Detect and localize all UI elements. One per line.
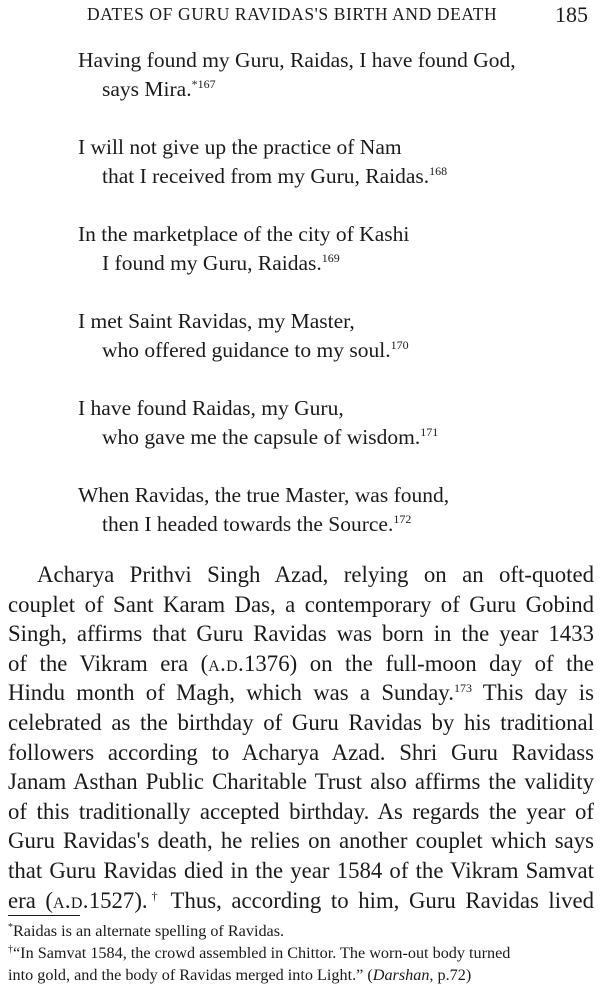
footnote-ref: 171 — [420, 425, 439, 439]
footnote-ref: 173 — [453, 681, 472, 696]
paragraph-line: Janam Asthan Public Charitable Trust also affirms the validity — [8, 769, 594, 795]
footnote-text: into gold, and the body of Ravidas merged into Light.” ( — [8, 966, 373, 984]
paragraph-line: Guru Ravidas's death, he relies on another couplet which says — [8, 828, 594, 854]
verse-line-indented — [78, 162, 578, 191]
paragraph-line — [8, 649, 594, 679]
footnote-ref: 168 — [429, 164, 448, 178]
footnote-rule — [8, 915, 80, 916]
footnote — [8, 920, 596, 942]
running-title: DATES OF GURU RAVIDAS'S BIRTH AND DEATH — [87, 4, 498, 24]
paragraph-line: Singh, affirms that Guru Ravidas was born in the year 1433 — [8, 621, 594, 647]
verse-line: In the marketplace of the city of Kashi — [78, 222, 410, 246]
stanza — [78, 133, 578, 191]
verse-line: I met Saint Ravidas, my Master, — [78, 309, 355, 333]
text-run: This day is — [471, 680, 594, 706]
verse-block — [78, 46, 578, 568]
footnote-ref: 169 — [321, 251, 340, 265]
paragraph-line: followers according to Acharya Azad. Shri Guru Ravidass — [8, 739, 594, 765]
text-run: 1527). — [88, 887, 148, 913]
footnote-mark: * — [8, 922, 13, 933]
verse-line: I have found Raidas, my Guru, — [78, 396, 344, 420]
verse-text: that I received from my Guru, Raidas. — [102, 164, 430, 188]
era-abbreviation: a.d. — [208, 650, 244, 676]
footnote-mark: † — [8, 944, 13, 955]
stanza — [78, 481, 578, 539]
verse-line-indented — [78, 510, 578, 539]
paragraph-line — [8, 678, 594, 708]
footnote-text: “In Samvat 1584, the crowd assembled in Chittor. The worn-out body turned — [13, 944, 511, 962]
verse-line: I will not give up the practice of Nam — [78, 135, 402, 159]
text-run: of the Vikram era ( — [8, 650, 209, 676]
text-run: 1376) on the full-moon day of the — [244, 650, 594, 676]
footnote-ref: 172 — [393, 512, 412, 526]
verse-text: who gave me the capsule of wisdom. — [102, 425, 421, 449]
stanza — [78, 394, 578, 452]
paragraph-line: couplet of Sant Karam Das, a contemporary of Guru Gobind — [8, 591, 594, 617]
verse-line-indented — [78, 336, 578, 365]
verse-line: When Ravidas, the true Master, was found, — [78, 483, 450, 507]
footnote-ref: 170 — [390, 338, 409, 352]
text-run: Hindu month of Magh, which was a Sunday. — [8, 680, 454, 706]
verse-text: I found my Guru, Raidas. — [102, 251, 322, 275]
text-run: era ( — [8, 887, 54, 913]
footnote-text: Raidas is an alternate spelling of Ravidas. — [13, 922, 285, 940]
stanza — [78, 46, 578, 104]
verse-line-indented — [78, 423, 578, 452]
verse-line: Having found my Guru, Raidas, I have found God, — [78, 48, 516, 72]
footnote-continuation — [8, 964, 596, 986]
verse-text: says Mira. — [102, 77, 192, 101]
source-title: Darshan, — [372, 966, 434, 984]
page-number: 185 — [555, 2, 588, 27]
paragraph-line: Acharya Prithvi Singh Azad, relying on an oft-quoted — [37, 562, 594, 587]
paragraph-line — [8, 886, 594, 916]
running-head — [0, 4, 600, 28]
verse-line-indented — [78, 249, 578, 278]
body-paragraph — [8, 560, 594, 915]
stanza — [78, 307, 578, 365]
footnote-ref: *167 — [191, 77, 216, 91]
verse-text: who offered guidance to my soul. — [102, 338, 391, 362]
footnote — [8, 942, 596, 964]
paragraph-line: celebrated as the birthday of Guru Ravidas by his traditional — [8, 709, 594, 735]
verse-line-indented — [78, 75, 578, 104]
verse-text: then I headed towards the Source. — [102, 512, 394, 536]
paragraph-line: of this traditionally accepted birthday. As regards the year of — [8, 798, 594, 824]
footnote-ref: † — [147, 888, 162, 903]
footnotes — [8, 920, 596, 986]
era-abbreviation: a.d. — [53, 887, 89, 913]
stanza — [78, 220, 578, 278]
footnote-text: p.72) — [433, 966, 472, 984]
paragraph-line: that Guru Ravidas died in the year 1584 of the Vikram Samvat — [8, 857, 594, 883]
text-run: Thus, according to him, Guru Ravidas lived — [161, 887, 594, 913]
